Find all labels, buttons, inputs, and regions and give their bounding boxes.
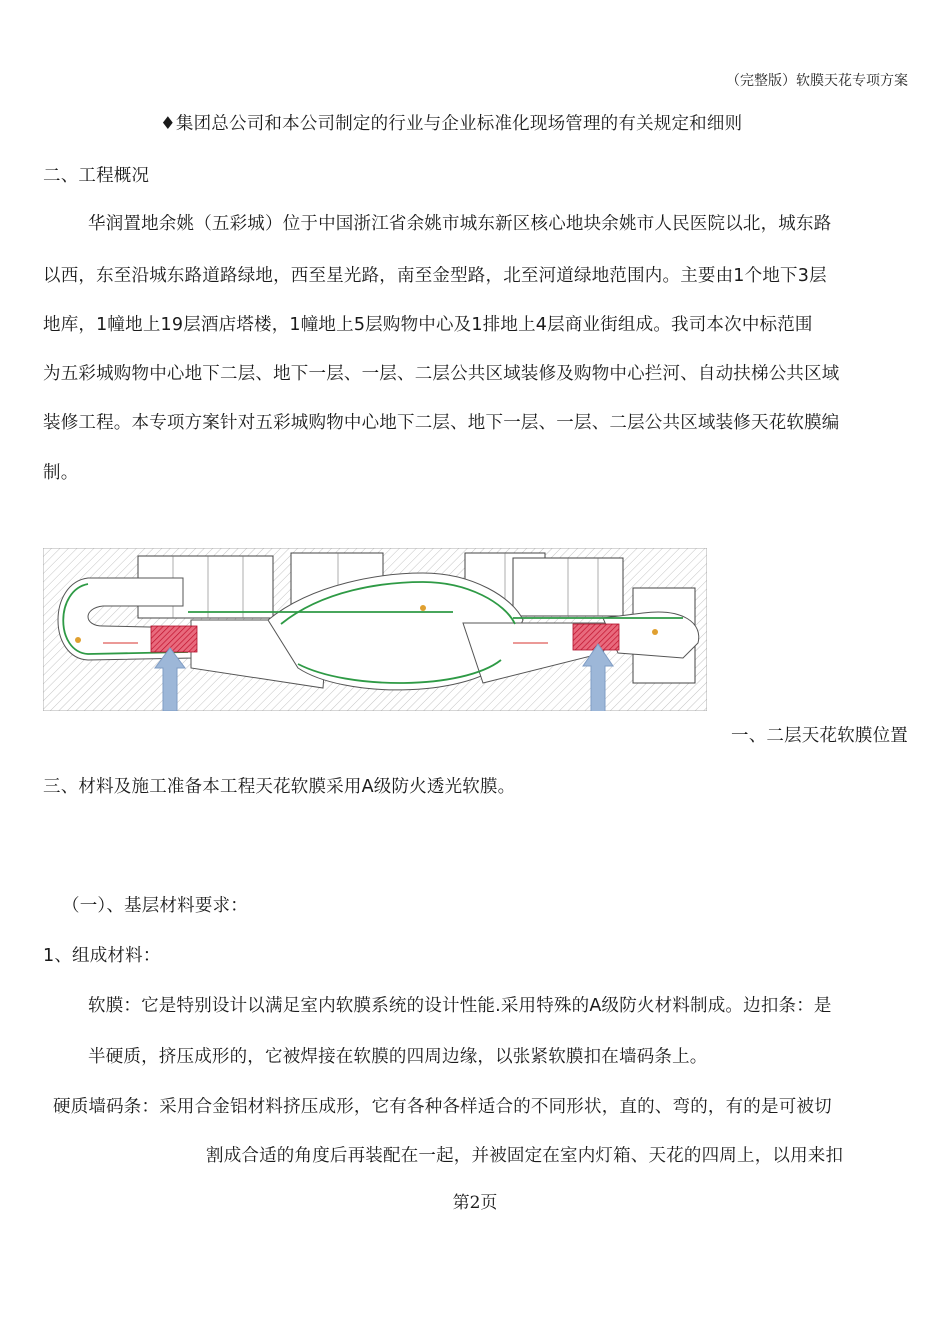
section-title-materials: 三、材料及施工准备本工程天花软膜采用A级防火透光软膜。	[43, 777, 516, 797]
section-title-overview: 二、工程概况	[43, 166, 150, 186]
paragraph-line: 割成合适的角度后再装配在一起，并被固定在室内灯箱、天花的四周上，以用来扣	[206, 1146, 844, 1166]
paragraph-line: 硬质墙码条：采用合金铝材料挤压成形，它有各种各样适合的不同形状，直的、弯的，有的是可被切	[53, 1097, 832, 1117]
paragraph-line: 华润置地余姚（五彩城）位于中国浙江省余姚市城东新区核心地块余姚市人民医院以北，城东路	[88, 214, 832, 234]
page-number: 第2页	[452, 1193, 498, 1213]
regulation-line: ♦集团总公司和本公司制定的行业与企业标准化现场管理的有关规定和细则	[160, 114, 743, 134]
document-header: （完整版）软膜天花专项方案	[726, 73, 908, 89]
paragraph-line: 以西，东至沿城东路道路绿地，西至星光路，南至金型路，北至河道绿地范围内。主要由1个地下3层	[43, 266, 827, 286]
figure-caption: 一、二层天花软膜位置	[731, 726, 908, 746]
item-title: 1、组成材料：	[43, 946, 161, 966]
paragraph-line: 地库，1幢地上19层酒店塔楼，1幢地上5层购物中心及1排地上4层商业街组成。我司本次中标范围	[43, 315, 813, 335]
floor-plan-drawing	[43, 548, 707, 711]
paragraph-line: 装修工程。本专项方案针对五彩城购物中心地下二层、地下一层、一层、二层公共区域装修天花软膜编	[43, 413, 840, 433]
paragraph-line: 软膜：它是特别设计以满足室内软膜系统的设计性能.采用特殊的A级防火材料制成。边扣条：是	[88, 996, 832, 1016]
subsection-title: （一）、基层材料要求：	[62, 896, 248, 916]
paragraph-line: 半硬质，挤压成形的，它被焊接在软膜的四周边缘，以张紧软膜扣在墙码条上。	[88, 1047, 708, 1067]
paragraph-line: 为五彩城购物中心地下二层、地下一层、一层、二层公共区域装修及购物中心拦河、自动扶梯公共区域	[43, 364, 840, 384]
paragraph-line: 制。	[43, 463, 79, 483]
